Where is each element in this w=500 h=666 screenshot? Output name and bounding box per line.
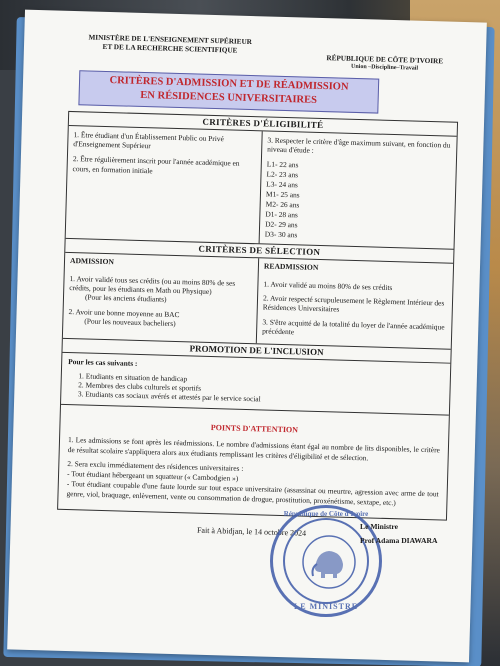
admission-item-2-text: 2. Avoir une bonne moyenne au BAC — [68, 306, 180, 319]
admission-item-2-note: (Pour les nouveaux bacheliers) — [84, 316, 176, 328]
signature-block — [360, 520, 438, 547]
selection-heading: CRITÈRES DE SÉLECTION — [65, 239, 453, 264]
readmission-item-1: 1. Avoir validé au moins 80% de ses crédits — [263, 279, 393, 292]
age-item: M2- 26 ans — [265, 199, 300, 210]
stamp-top-text: République de Côte d'Ivoire — [283, 510, 369, 518]
date-place: Fait à Abidjan, le 14 octobre 2024 — [196, 525, 307, 538]
promotion-lead: Pour les cas suivants : — [68, 357, 138, 369]
minister-name: Prof Adama DIAWARA — [360, 535, 438, 545]
title-line-1: CRITÈRES D'ADMISSION ET DE RÉADMISSION — [109, 75, 349, 93]
age-item: D1- 28 ans — [265, 209, 298, 220]
minister-title: Le Ministre — [360, 522, 399, 531]
age-item: D2- 29 ans — [265, 219, 298, 230]
admission-item-1-text: 1. Avoir validé tous ses crédits (ou au moins 80% de ses crédits, pour les étudiants en Math ou Physique) — [69, 273, 236, 297]
promotion-item: 2. Membres des clubs culturels et sportifs — [85, 380, 443, 399]
republic-name: RÉPUBLIQUE DE CÔTE D'IVOIRE — [326, 54, 444, 66]
age-list — [265, 160, 451, 245]
admission-item-1-note: (Pour les anciens étudiants) — [84, 292, 167, 305]
eligibility-left — [66, 126, 263, 244]
ministry-line-2: ET DE LA RECHERCHE SCIENTIFIQUE — [102, 42, 238, 55]
ministry-line-1: MINISTÈRE DE L'ENSEIGNEMENT SUPÉRIEUR — [88, 33, 253, 47]
republic-block — [309, 54, 459, 75]
attention-point-2a: - Tout étudiant hébergeant un squatteur (« Cambodgien ») — [66, 469, 239, 483]
eligibility-right — [260, 131, 457, 249]
document-header — [70, 33, 461, 75]
document-page — [7, 10, 487, 663]
age-item: L2- 23 ans — [266, 169, 299, 180]
admission-item-2 — [68, 307, 251, 331]
promotion-item: 1. Etudiants en situation de handicap — [86, 371, 444, 390]
criteria-table — [57, 110, 458, 520]
age-item: D3- 30 ans — [264, 229, 298, 240]
eligibility-item-3: 3. Respecter le critère d'âge maximum suivant, en fonction du niveau d'étude : — [267, 135, 451, 155]
republic-motto: Union –Discipline–Travail — [350, 64, 419, 73]
eligibility-heading: CRITÈRES D'ÉLIGIBILITÉ — [69, 111, 457, 136]
readmission-item-3: 3. S'être acquitté de la totalité du loyer de l'année académique précédente — [262, 317, 445, 337]
age-item: L3- 24 ans — [266, 179, 298, 190]
age-item: L1- 22 ans — [266, 159, 299, 170]
title-line-2: EN RÉSIDENCES UNIVERSITAIRES — [140, 90, 318, 107]
attention-point-2-lead: 2. Sera exclu immédiatement des résidences universitaires : — [67, 458, 244, 473]
document-title — [78, 70, 379, 113]
eligibility-item-2: 2. Être régulièrement inscrit pour l'année académique en cours, en formation initiale — [72, 154, 240, 175]
age-item: M1- 25 ans — [265, 189, 300, 200]
attention-heading: POINTS D'ATTENTION — [210, 423, 299, 435]
readmission-title: READMISSION — [263, 261, 319, 273]
readmission-column — [257, 259, 453, 349]
elephant-emblem-icon — [301, 534, 357, 590]
admission-title: ADMISSION — [69, 256, 115, 267]
selection-section — [63, 253, 453, 350]
eligibility-section — [66, 126, 457, 250]
eligibility-item-1: 1. Être étudiant d'un Établissement Public ou Privé d'Enseignement Supérieur — [73, 129, 224, 151]
admission-item-1 — [69, 274, 253, 307]
admission-column — [63, 253, 259, 343]
promotion-item: 3. Etudiants cas sociaux avérés et attestés par le service social — [85, 390, 443, 409]
promotion-heading: PROMOTION DE L'INCLUSION — [62, 339, 450, 364]
stamp-bottom-text: LE MINISTRE — [293, 602, 359, 611]
attention-point-2b: - Tout étudiant coupable d'une faute lourde sur tout espace universitaire (assassinat ou meurtre, agression avec arme de tout genre, viol, braquage, enlèvement, vente ou consommation de drogue, prostitution, proxénétisme, sextape, etc.) — [66, 479, 439, 507]
readmission-item-2: 2. Avoir respecté scrupuleusement le Règlement Intérieur des Résidences Universitaires — [262, 293, 445, 314]
ministry-block — [70, 33, 271, 70]
attention-section — [58, 405, 449, 519]
attention-point-1: 1. Les admissions se font après les réadmissions. Le nombre d'admissions étant égal au nombre de lits disponibles, le critère de résultat scolaire s'appliquera alors aux étudiants remplissant les critères d'éligibilité et de sélection. — [67, 435, 441, 463]
promotion-list — [67, 371, 444, 409]
